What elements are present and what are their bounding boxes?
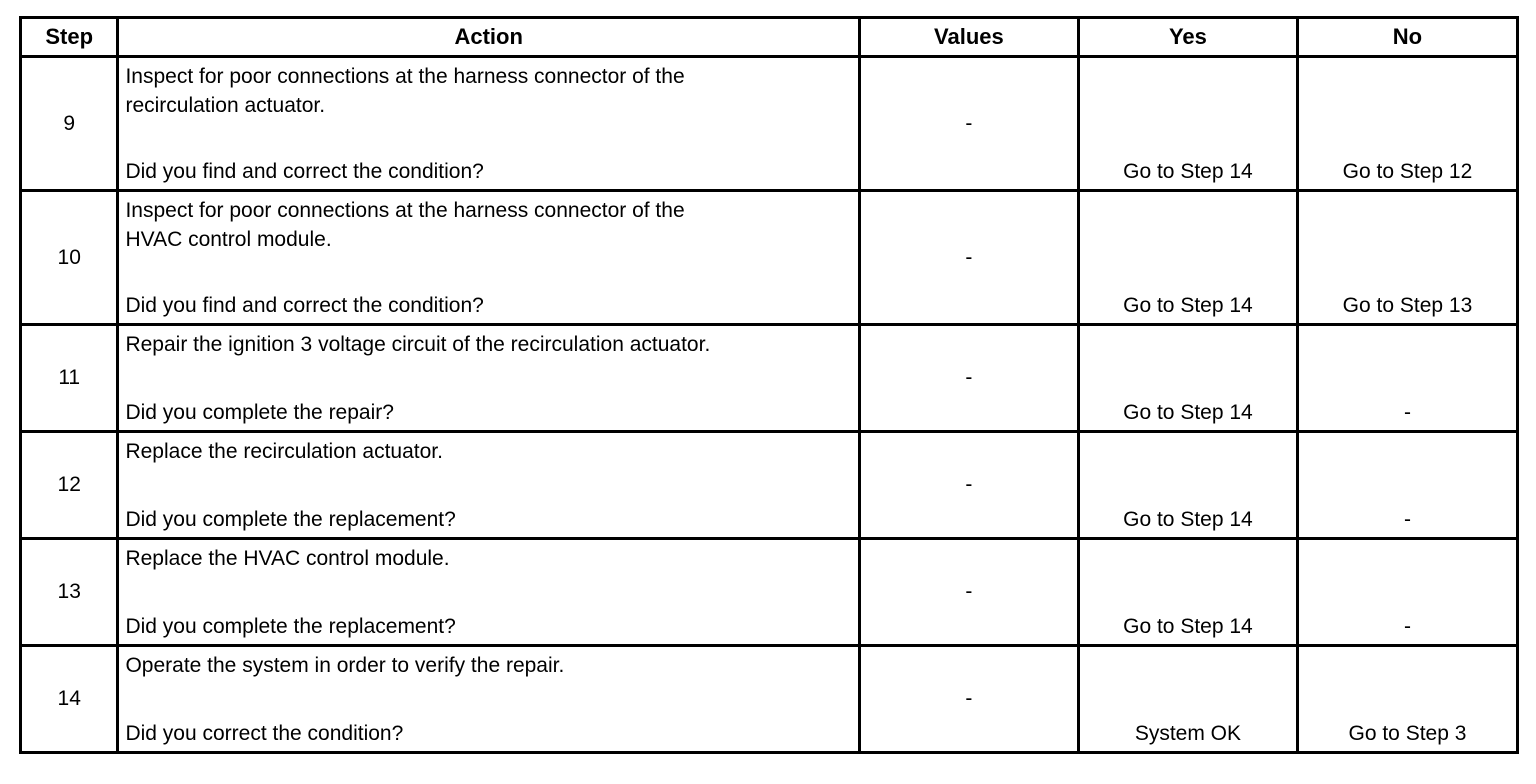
action-question: Did you complete the replacement? bbox=[125, 508, 456, 531]
values-cell: - bbox=[859, 646, 1078, 753]
header-no: No bbox=[1297, 18, 1517, 57]
yes-result: Go to Step 14 bbox=[1123, 508, 1253, 531]
no-cell bbox=[1297, 325, 1517, 432]
action-instruction: Repair the ignition 3 voltage circuit of the recirculation actuator. bbox=[125, 333, 711, 356]
table-row bbox=[21, 539, 1518, 646]
action-cell bbox=[118, 539, 859, 646]
yes-result: Go to Step 14 bbox=[1123, 160, 1253, 183]
step-number: 10 bbox=[21, 191, 118, 325]
step-number: 11 bbox=[21, 325, 118, 432]
diagnostic-table bbox=[19, 16, 1519, 754]
yes-result: Go to Step 14 bbox=[1123, 401, 1253, 424]
header-action: Action bbox=[118, 18, 859, 57]
action-instruction: Replace the HVAC control module. bbox=[125, 547, 450, 570]
action-cell bbox=[118, 57, 859, 191]
action-cell bbox=[118, 191, 859, 325]
no-cell bbox=[1297, 539, 1517, 646]
yes-cell bbox=[1078, 191, 1297, 325]
no-cell bbox=[1297, 57, 1517, 191]
table-row bbox=[21, 646, 1518, 753]
no-result: - bbox=[1403, 401, 1411, 424]
action-question: Did you complete the repair? bbox=[125, 401, 394, 424]
action-question: Did you find and correct the condition? bbox=[125, 160, 484, 183]
values-cell: - bbox=[859, 191, 1078, 325]
yes-result: Go to Step 14 bbox=[1123, 615, 1253, 638]
header-values: Values bbox=[859, 18, 1078, 57]
action-question: Did you complete the replacement? bbox=[125, 615, 456, 638]
table-row bbox=[21, 432, 1518, 539]
step-number: 13 bbox=[21, 539, 118, 646]
action-cell bbox=[118, 432, 859, 539]
table-row bbox=[21, 325, 1518, 432]
yes-cell bbox=[1078, 432, 1297, 539]
action-question: Did you find and correct the condition? bbox=[125, 294, 484, 317]
yes-cell bbox=[1078, 646, 1297, 753]
yes-cell bbox=[1078, 57, 1297, 191]
action-question: Did you correct the condition? bbox=[125, 722, 404, 745]
step-number: 14 bbox=[21, 646, 118, 753]
action-cell bbox=[118, 646, 859, 753]
table-row bbox=[21, 57, 1518, 191]
no-cell bbox=[1297, 432, 1517, 539]
header-row bbox=[21, 18, 1518, 57]
values-cell: - bbox=[859, 57, 1078, 191]
no-result: - bbox=[1403, 508, 1411, 531]
values-cell: - bbox=[859, 325, 1078, 432]
step-number: 12 bbox=[21, 432, 118, 539]
step-number: 9 bbox=[21, 57, 118, 191]
no-result: - bbox=[1403, 615, 1411, 638]
values-cell: - bbox=[859, 539, 1078, 646]
no-cell bbox=[1297, 646, 1517, 753]
action-instruction: Operate the system in order to verify the repair. bbox=[125, 654, 565, 677]
table-row bbox=[21, 191, 1518, 325]
yes-result: Go to Step 14 bbox=[1123, 294, 1253, 317]
yes-cell bbox=[1078, 325, 1297, 432]
no-cell bbox=[1297, 191, 1517, 325]
no-result: Go to Step 13 bbox=[1342, 294, 1473, 317]
no-result: Go to Step 12 bbox=[1342, 160, 1473, 183]
action-instruction: Inspect for poor connections at the harness connector of the HVAC control module. bbox=[125, 199, 685, 251]
yes-cell bbox=[1078, 539, 1297, 646]
header-yes: Yes bbox=[1078, 18, 1297, 57]
no-result: Go to Step 3 bbox=[1348, 722, 1467, 745]
header-step: Step bbox=[21, 18, 118, 57]
action-cell bbox=[118, 325, 859, 432]
yes-result: System OK bbox=[1134, 722, 1242, 745]
values-cell: - bbox=[859, 432, 1078, 539]
action-instruction: Replace the recirculation actuator. bbox=[125, 440, 443, 463]
action-instruction: Inspect for poor connections at the harness connector of the recirculation actuator. bbox=[125, 65, 685, 117]
